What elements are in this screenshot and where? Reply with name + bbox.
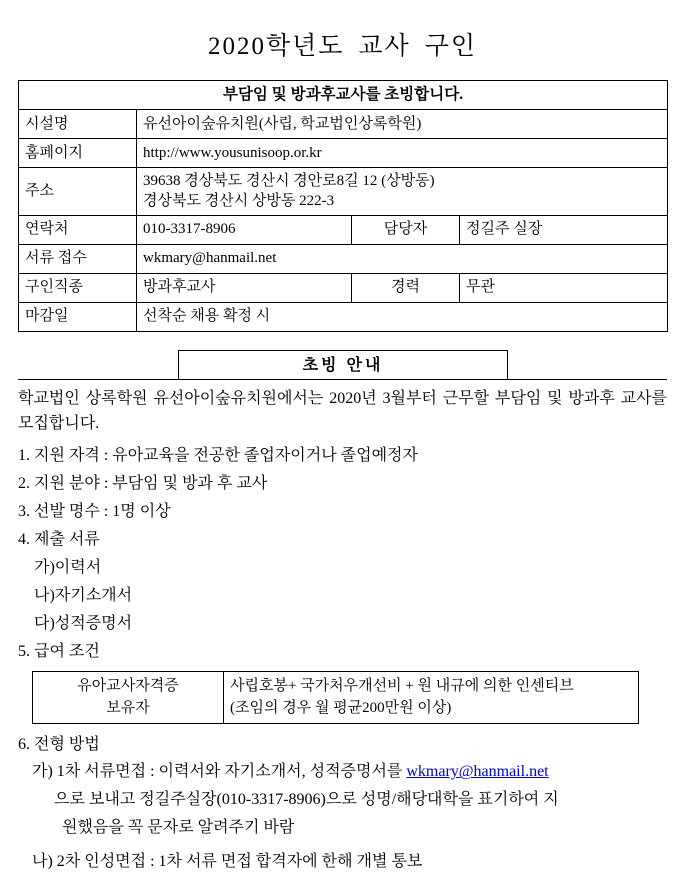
guide-process-first-round-line2: 으로 보내고 정길주실장(010-3317-8906)으로 성명/해당대학을 표기하여 지 — [54, 787, 667, 813]
table-row — [19, 244, 668, 273]
guide-document-cover-letter: 나)자기소개서 — [34, 583, 667, 609]
label-job-type: 구인직종 — [19, 273, 137, 302]
value-homepage: http://www.yousunisoop.or.kr — [137, 139, 668, 168]
email-link[interactable]: wkmary@hanmail.net — [406, 763, 548, 780]
label-document-submit: 서류 접수 — [19, 244, 137, 273]
table-row-header — [19, 81, 668, 110]
value-document-submit: wkmary@hanmail.net — [137, 244, 668, 273]
table-row — [33, 671, 639, 723]
guide-body — [18, 386, 667, 875]
address-line-1: 39638 경상북도 경산시 경안로8길 12 (상방동) — [143, 171, 661, 191]
table-row — [19, 168, 668, 216]
label-homepage: 홈페이지 — [19, 139, 137, 168]
guide-item-field: 2. 지원 분야 : 부담임 및 방과 후 교사 — [18, 471, 667, 497]
document-page — [0, 26, 685, 873]
table-row — [19, 273, 668, 302]
salary-condition-label — [33, 671, 224, 723]
title-part-year: 2020학년도 — [208, 33, 344, 60]
info-table — [18, 80, 668, 332]
label-deadline: 마감일 — [19, 302, 137, 331]
table-row — [19, 110, 668, 139]
guide-document-transcript: 다)성적증명서 — [34, 611, 667, 637]
table-row — [19, 302, 668, 331]
value-career: 무관 — [460, 273, 668, 302]
guide-process-first-round-line3: 원했음을 꼭 문자로 알려주기 바람 — [62, 815, 667, 841]
value-job-type: 방과후교사 — [137, 273, 352, 302]
salary-condition-line-2: 보유자 — [39, 697, 217, 720]
label-career: 경력 — [352, 273, 460, 302]
title-part-teacher: 교사 — [358, 33, 410, 60]
salary-value-line-2: (조임의 경우 월 평균200만원 이상) — [230, 697, 632, 720]
value-manager: 정길주 실장 — [460, 215, 668, 244]
salary-value-line-1: 사립호봉+ 국가처우개선비 + 원 내규에 의한 인센티브 — [230, 675, 632, 698]
value-contact: 010-3317-8906 — [137, 215, 352, 244]
guide-process-first-round — [32, 759, 667, 785]
process-first-round-text: 가) 1차 서류면접 : 이력서와 자기소개서, 성적증명서를 — [32, 763, 406, 780]
guide-heading-area — [18, 350, 667, 380]
salary-condition-value — [224, 671, 639, 723]
label-manager: 담당자 — [352, 215, 460, 244]
page-title — [18, 26, 667, 62]
label-address: 주소 — [19, 168, 137, 216]
table-row — [19, 215, 668, 244]
table-row — [19, 139, 668, 168]
guide-document-resume: 가)이력서 — [34, 555, 667, 581]
value-facility-name: 유선아이숲유치원(사립, 학교법인상록학원) — [137, 110, 668, 139]
address-line-2: 경상북도 경산시 상방동 222-3 — [143, 191, 661, 211]
info-table-header: 부담임 및 방과후교사를 초빙합니다. — [19, 81, 668, 110]
salary-condition-line-1: 유아교사자격증 — [39, 675, 217, 698]
guide-item-qualification: 1. 지원 자격 : 유아교육을 전공한 졸업자이거나 졸업예정자 — [18, 443, 667, 469]
guide-intro: 학교법인 상록학원 유선아이숲유치원에서는 2020년 3월부터 근무할 부담임 및 방과후 교사를 모집합니다. — [18, 386, 667, 438]
title-part-recruit: 구인 — [425, 33, 477, 60]
salary-table — [32, 671, 639, 724]
label-contact: 연락처 — [19, 215, 137, 244]
value-deadline: 선착순 채용 확정 시 — [137, 302, 668, 331]
guide-item-process: 6. 전형 방법 — [18, 732, 667, 758]
guide-item-headcount: 3. 선발 명수 : 1명 이상 — [18, 499, 667, 525]
guide-item-documents: 4. 제출 서류 — [18, 527, 667, 553]
guide-item-salary: 5. 급여 조건 — [18, 639, 667, 665]
value-address — [137, 168, 668, 216]
guide-heading: 초빙 안내 — [178, 350, 508, 379]
label-facility-name: 시설명 — [19, 110, 137, 139]
guide-process-second-round: 나) 2차 인성면접 : 1차 서류 면접 합격자에 한해 개별 통보 — [32, 849, 667, 875]
